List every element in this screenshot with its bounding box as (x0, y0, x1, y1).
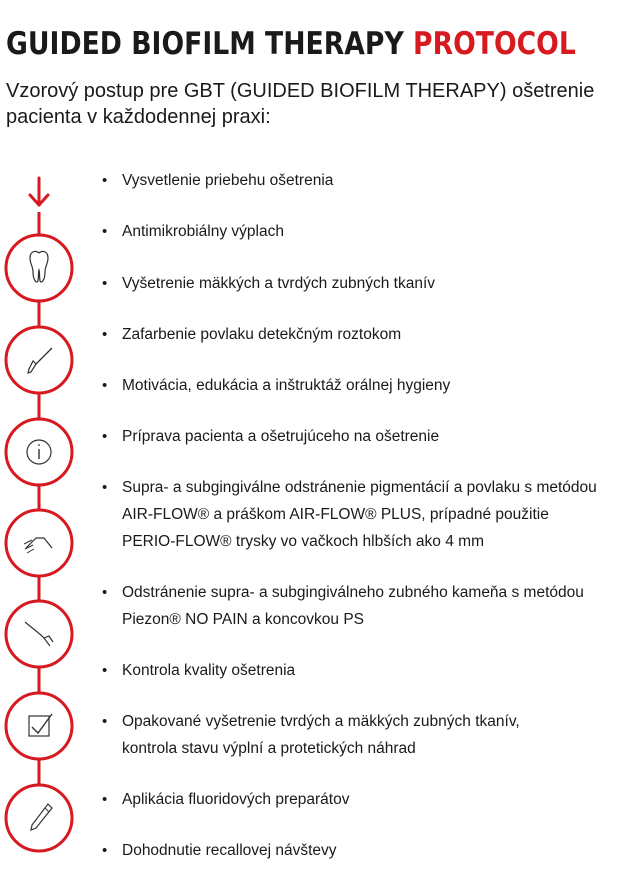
step-text: Dohodnutie recallovej návštevy (122, 842, 337, 859)
step-text: Motivácia, edukácia a inštruktáž orálnej hygieny (122, 377, 451, 394)
step-item (102, 579, 637, 633)
step-item (102, 372, 637, 399)
step-item (102, 167, 637, 194)
step-item (102, 657, 637, 684)
pen-icon (6, 785, 72, 851)
tooth-icon (6, 235, 72, 301)
step-text: Vyšetrenie mäkkých a tvrdých zubných tkanív (122, 275, 436, 292)
bullet: • (102, 326, 108, 343)
bullet: • (102, 223, 108, 240)
step-item (102, 321, 637, 348)
step-text: Antimikrobiálny výplach (122, 223, 284, 240)
info-icon (6, 419, 72, 485)
step-text: Vysvetlenie priebehu ošetrenia (122, 172, 334, 189)
page-title (6, 22, 576, 66)
checkbox-icon (6, 693, 72, 759)
step-item (102, 786, 637, 813)
title-main: GUIDED BIOFILM THERAPY (6, 26, 414, 62)
step-text: Odstránenie supra- a subgingiválneho zubného kameňa s metódou Piezon® NO PAIN a koncovkou PS (122, 584, 584, 628)
step-text: Supra- a subgingiválne odstránenie pigmentácií a povlaku s metódou AIR-FLOW® a práškom AIR-FLOW® PLUS, prípadné použitie PERIO-FLOW® trysky vo vačkoch hlbších ako 4 mm (122, 479, 597, 550)
bullet: • (102, 275, 108, 292)
step-item (102, 708, 637, 762)
step-text: Opakované vyšetrenie tvrdých a mäkkých zubných tkanív, kontrola stavu výplní a protetických náhrad (122, 713, 520, 757)
step-text: Aplikácia fluoridových preparátov (122, 791, 350, 808)
step-text: Zafarbenie povlaku detekčným roztokom (122, 326, 402, 343)
bullet: • (102, 172, 108, 189)
bullet: • (102, 791, 108, 808)
step-item (102, 270, 637, 297)
bullet: • (102, 428, 108, 445)
step-item (102, 837, 637, 864)
step-item (102, 474, 637, 555)
bullet: • (102, 377, 108, 394)
arrow-down-icon (30, 178, 48, 205)
title-accent: PROTOCOL (413, 26, 576, 62)
step-item (102, 423, 637, 450)
step-text: Kontrola kvality ošetrenia (122, 662, 296, 679)
step-text: Príprava pacienta a ošetrujúceho na ošetrenie (122, 428, 440, 445)
bullet: • (102, 662, 108, 679)
bullet: • (102, 479, 108, 496)
step-item (102, 218, 637, 245)
airflow-icon (6, 510, 72, 576)
page-subtitle: Vzorový postup pre GBT (GUIDED BIOFILM THERAPY) ošetrenie pacienta v každodennej praxi: (6, 80, 595, 128)
protocol-timeline (0, 0, 90, 873)
piezon-icon (6, 601, 72, 667)
brush-icon (6, 327, 72, 393)
bullet: • (102, 842, 108, 859)
bullet: • (102, 713, 108, 730)
bullet: • (102, 584, 108, 601)
